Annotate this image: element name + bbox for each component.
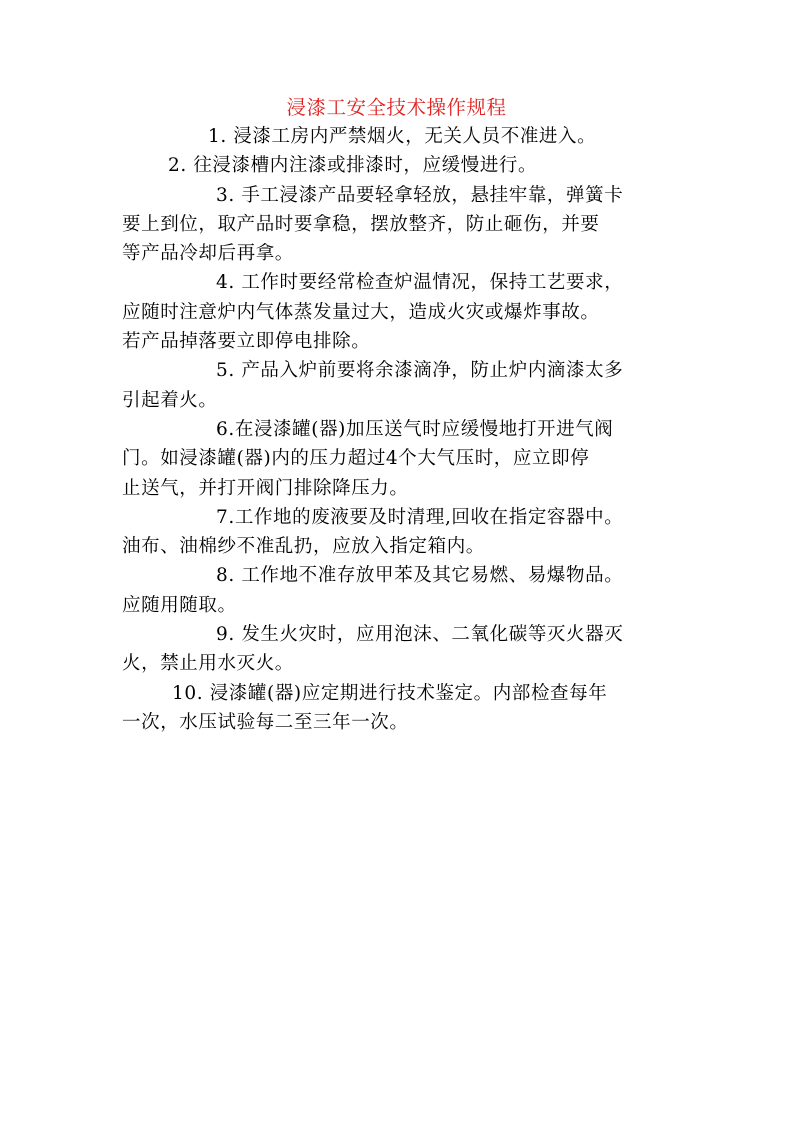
rule-2-line-1: 2. 往浸漆槽内注漆或排漆时，应缓慢进行。 <box>168 155 538 177</box>
rule-3-line-3: 等产品冷却后再拿。 <box>122 243 294 265</box>
rule-4-line-2: 应随时注意炉内气体蒸发量过大，造成火灾或爆炸事故。 <box>122 301 600 323</box>
document-body <box>122 122 662 737</box>
rule-9-line-2: 火，禁止用水灭火。 <box>122 653 294 675</box>
rule-9-line-1: 9. 发生火灾时，应用泡沫、二氧化碳等灭火器灭 <box>216 624 624 646</box>
rule-6-line-2: 门。如浸漆罐(器)内的压力超过4个大气压时，应立即停 <box>122 448 590 470</box>
rule-8-line-1: 8. 工作地不准存放甲苯及其它易燃、易爆物品。 <box>216 565 624 587</box>
rule-10-line-2: 一次，水压试验每二至三年一次。 <box>122 711 409 733</box>
rule-3-line-1: 3. 手工浸漆产品要轻拿轻放，悬挂牢靠，弹簧卡 <box>216 184 624 206</box>
rule-8-line-2: 应随用随取。 <box>122 594 237 616</box>
rule-4-line-3: 若产品掉落要立即停电排除。 <box>122 331 371 353</box>
rule-5-line-2: 引起着火。 <box>122 389 218 411</box>
rule-3-line-2: 要上到位，取产品时要拿稳，摆放整齐，防止砸伤，并要 <box>122 213 600 235</box>
rule-4-line-1: 4. 工作时要经常检查炉温情况，保持工艺要求， <box>216 272 624 294</box>
rule-5-line-1: 5. 产品入炉前要将余漆滴净，防止炉内滴漆太多 <box>216 360 624 382</box>
rule-7-line-2: 油布、油棉纱不准乱扔，应放入指定箱内。 <box>122 536 485 558</box>
rule-10-line-1: 10. 浸漆罐(器)应定期进行技术鉴定。内部检查每年 <box>172 682 608 704</box>
rule-1-line-1: 1. 浸漆工房内严禁烟火，无关人员不准进入。 <box>208 126 597 147</box>
rule-7-line-1: 7.工作地的废液要及时清理,回收在指定容器中。 <box>216 506 624 528</box>
rule-6-line-3: 止送气，并打开阀门排除降压力。 <box>122 477 409 499</box>
rule-6-line-1: 6.在浸漆罐(器)加压送气时应缓慢地打开进气阀 <box>216 418 614 440</box>
document-title: 浸漆工安全技术操作规程 <box>286 96 507 119</box>
